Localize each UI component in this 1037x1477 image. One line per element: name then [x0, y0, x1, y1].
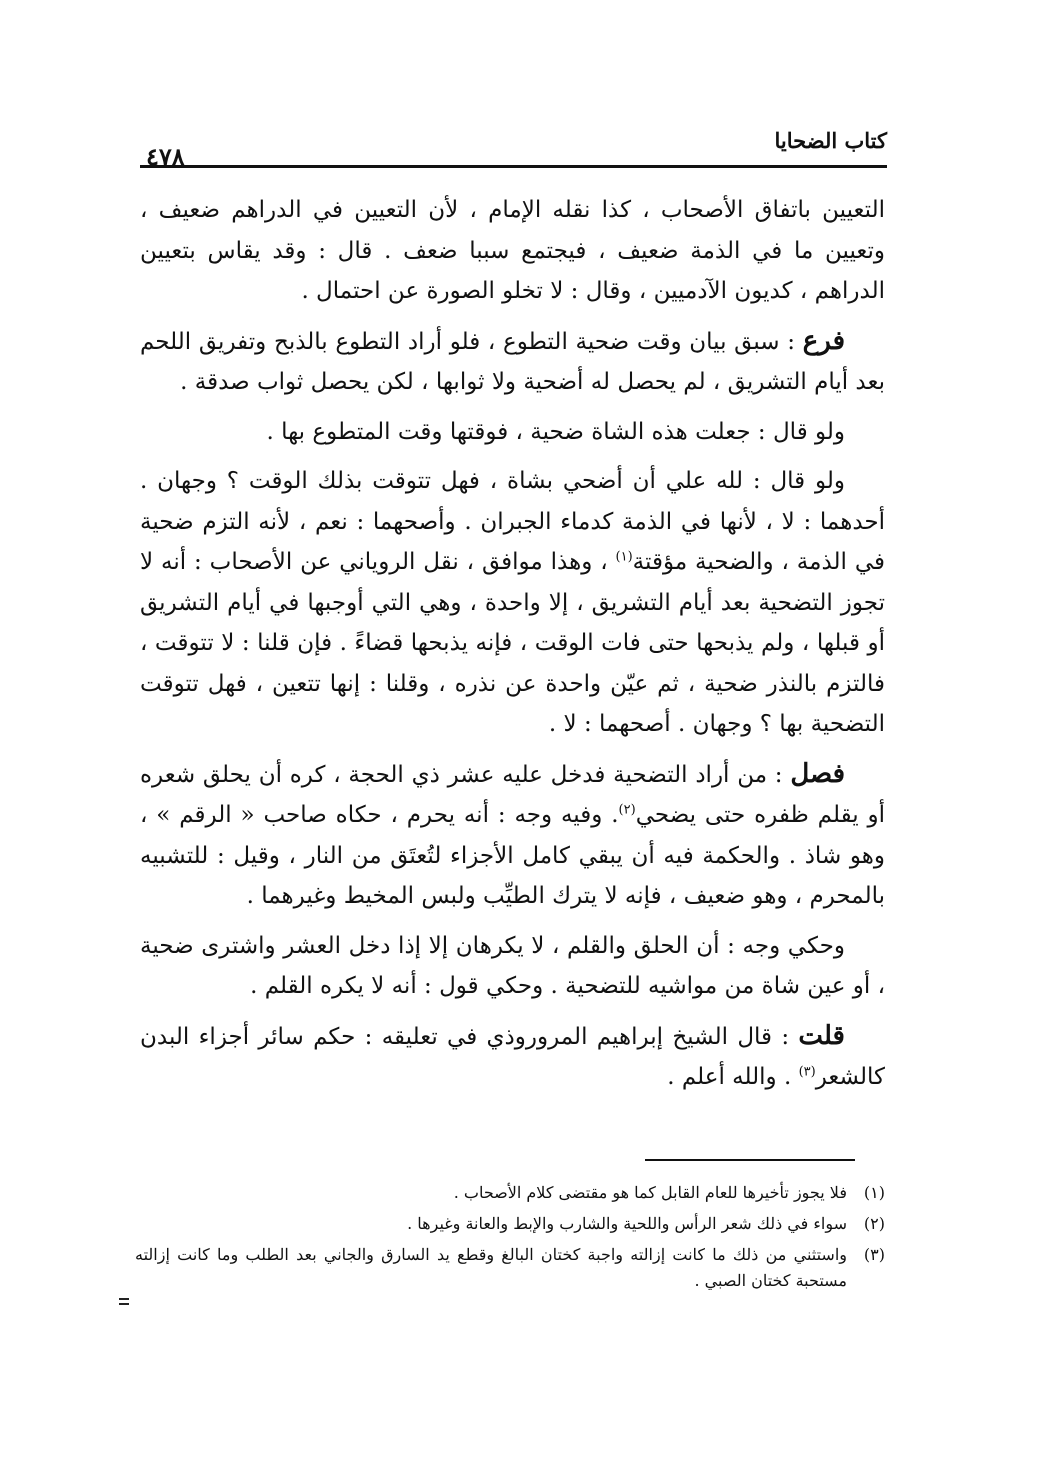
section-lead: قلت	[798, 1020, 845, 1051]
footnote-text: فلا يجوز تأخيرها للعام القابل كما هو مقتضى كلام الأصحاب .	[453, 1183, 847, 1202]
footnote-number: (١)	[863, 1183, 885, 1202]
section-lead: فرع	[802, 325, 845, 356]
paragraph-4: ولو قال : لله علي أن أضحي بشاة ، فهل تتوقت بذلك الوقت ؟ وجهان . أحدهما : لا ، لأنها في الذمة كدماء الجبران . وأصحهما : نعم ، لأنه التزم ضحية في الذمة ، والضحية مؤقتة$^{(١)}$ ، وهذا موافق ، نقل الروياني عن الأصحاب : أنه لا تجوز التضحية بعد أيام التشريق ، إلا واحدة ، وهي التي أوجبها في أيام التشريق أو قبلها ، ولم يذبحها حتى فات الوقت ، فإنه يذبحها قضاءً . فإن قلنا : لا تتوقت ، فالتزم بالنذر ضحية ، ثم عيّن واحدة عن نذره ، وقلنا : إنها تتعين ، فهل تتوقت التضحية بها ؟ وجهان . أصحهما : لا .	[140, 468, 885, 737]
footnote-marker[interactable]: (٣)	[798, 1064, 816, 1080]
footnote-marker[interactable]: (٢)	[618, 802, 636, 818]
paragraph-1: التعيين باتفاق الأصحاب ، كذا نقله الإمام ، لأن التعيين في الدراهم ضعيف ، وتعيين ما في الذمة ضعيف ، فيجتمع سببا ضعف . قال : وقد يقاس بتعيين الدراهم ، كديون الآدميين ، وقال : لا تخلو الصورة عن احتمال .	[140, 197, 885, 304]
paragraph-5: فصل : من أراد التضحية فدخل عليه عشر ذي الحجة ، كره أن يحلق شعره أو يقلم ظفره حتى يضحي$^{(٢)}$. وفيه وجه : أنه يحرم ، حكاه صاحب « الرقم » ، وهو شاذ . والحكمة فيه أن يبقي كامل الأجزاء لتُعتَق من النار ، وقيل : للتشبيه بالمحرم ، وهو ضعيف ، فإنه لا يترك الطيِّب ولبس المخيط وغيرهما .	[140, 758, 885, 909]
footnote	[135, 1180, 885, 1206]
footnote	[135, 1242, 885, 1294]
signature-mark	[119, 1298, 129, 1300]
page-header	[140, 128, 887, 171]
footnote	[135, 1211, 885, 1237]
footnote-number: (٢)	[863, 1214, 885, 1233]
header-rule	[140, 165, 887, 168]
paragraph-6: وحكي وجه : أن الحلق والقلم ، لا يكرهان إلا إذا دخل العشر واشترى ضحية ، أو عين شاة من مواشيه للتضحية . وحكي قول : أنه لا يكره القلم .	[140, 932, 885, 999]
footnotes	[135, 1180, 885, 1299]
footnote-marker[interactable]: (١)	[615, 549, 633, 565]
footnote-number: (٣)	[863, 1245, 885, 1264]
footnote-separator	[645, 1159, 855, 1161]
footnote-text: سواء في ذلك شعر الرأس واللحية والشارب والإبط والعانة وغيرها .	[407, 1214, 847, 1233]
paragraph-3: ولو قال : جعلت هذه الشاة ضحية ، فوقتها وقت المتطوع بها .	[266, 418, 845, 445]
footnote-text: واستثني من ذلك ما كانت إزالته واجبة كختان البالغ وقطع يد السارق والجاني بعد الطلب وما كانت إزالته مستحبة كختان الصبي .	[135, 1245, 848, 1290]
section-lead: فصل	[790, 758, 845, 789]
page-number: ٤٧٨	[146, 142, 185, 171]
paragraph-2: فرع : سبق بيان وقت ضحية التطوع ، فلو أراد التطوع بالذبح وتفريق اللحم بعد أيام التشريق ، لم يحصل له أضحية ولا ثوابها ، لكن يحصل ثواب صدقة .	[140, 325, 885, 395]
main-text	[140, 190, 885, 1107]
paragraph-7: قلت : قال الشيخ إبراهيم المروروذي في تعليقه : حكم سائر أجزاء البدن كالشعر$^{(٣)}$ . والله أعلم .	[140, 1020, 885, 1090]
running-title: كتاب الضحايا	[774, 128, 887, 153]
